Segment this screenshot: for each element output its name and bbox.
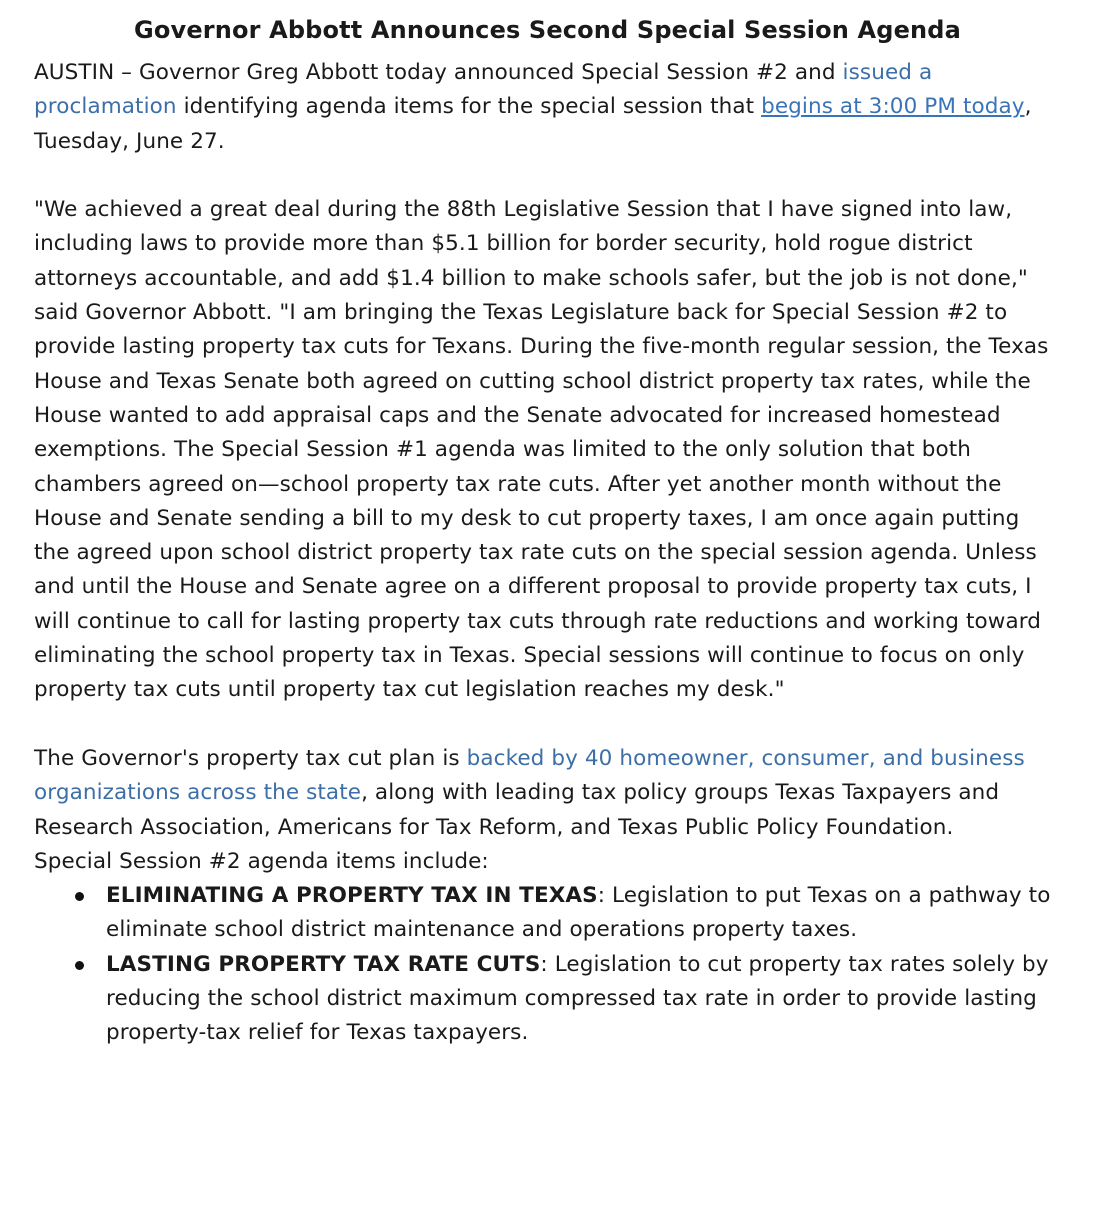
plan-paragraph xyxy=(34,742,1061,845)
quote-paragraph: "We achieved a great deal during the 88th Legislative Session that I have signed into law, including laws to provide more than $5.1 billion for border security, hold rogue district attorneys accountable, and add $1.4 billion to make schools safer, but the job is not done," said Governor Abbott. "I am bringing the Texas Legislature back for Special Session #2 to provide lasting property tax cuts for Texans. During the five-month regular session, the Texas House and Texas Senate both agreed on cutting school district property tax rates, while the House wanted to add appraisal caps and the Senate advocated for increased homestead exemptions. The Special Session #1 agenda was limited to the only solution that both chambers agreed on—school property tax rate cuts. After yet another month without the House and Senate sending a bill to my desk to cut property taxes, I am once again putting the agreed upon school district property tax rate cuts on the special session agenda. Unless and until the House and Senate agree on a different proposal to provide property tax cuts, I will continue to call for lasting property tax cuts through rate reductions and working toward eliminating the school property tax in Texas. Special sessions will continue to focus on only property tax cuts until property tax cut legislation reaches my desk." xyxy=(34,197,1049,703)
agenda-item-text: : Legislation to put Texas on a pathway to eliminate school district maintenance and operations property taxes. xyxy=(106,883,1051,943)
intro-paragraph xyxy=(34,56,1061,159)
intro-text-end: , Tuesday, June 27. xyxy=(34,94,1032,154)
agenda-list xyxy=(34,879,1061,1050)
page-title: Governor Abbott Announces Second Special Session Agenda xyxy=(134,16,961,44)
bullet-icon xyxy=(75,892,84,901)
session-start-link[interactable]: begins at 3:00 PM today xyxy=(761,94,1025,120)
bullet-icon xyxy=(75,961,84,970)
paragraph-spacer xyxy=(34,159,1061,193)
organizations-link[interactable]: backed by 40 homeowner, consumer, and business organizations across the state xyxy=(34,745,1025,806)
proclamation-link[interactable]: issued a proclamation xyxy=(34,60,933,120)
paragraph-spacer xyxy=(34,708,1061,742)
agenda-item xyxy=(106,879,1061,948)
agenda-item xyxy=(106,948,1061,1051)
intro-text-middle: identifying agenda items for the special session that xyxy=(176,94,762,120)
plan-text-start: The Governor's property tax cut plan is xyxy=(34,745,467,771)
agenda-item-heading: ELIMINATING A PROPERTY TAX IN TEXAS xyxy=(106,883,598,909)
agenda-intro: Special Session #2 agenda items include: xyxy=(34,848,489,874)
agenda-item-text: : Legislation to cut property tax rates solely by reducing the school district maximum compressed tax rate in order to provide lasting property-tax relief for Texas taxpayers. xyxy=(106,951,1049,1046)
agenda-item-heading: LASTING PROPERTY TAX RATE CUTS xyxy=(106,951,541,977)
plan-text-end: , along with leading tax policy groups Texas Taxpayers and Research Association, Americans for Tax Reform, and Texas Public Policy Foundation. xyxy=(34,780,1000,840)
intro-text-start: AUSTIN – Governor Greg Abbott today announced Special Session #2 and xyxy=(34,60,843,85)
